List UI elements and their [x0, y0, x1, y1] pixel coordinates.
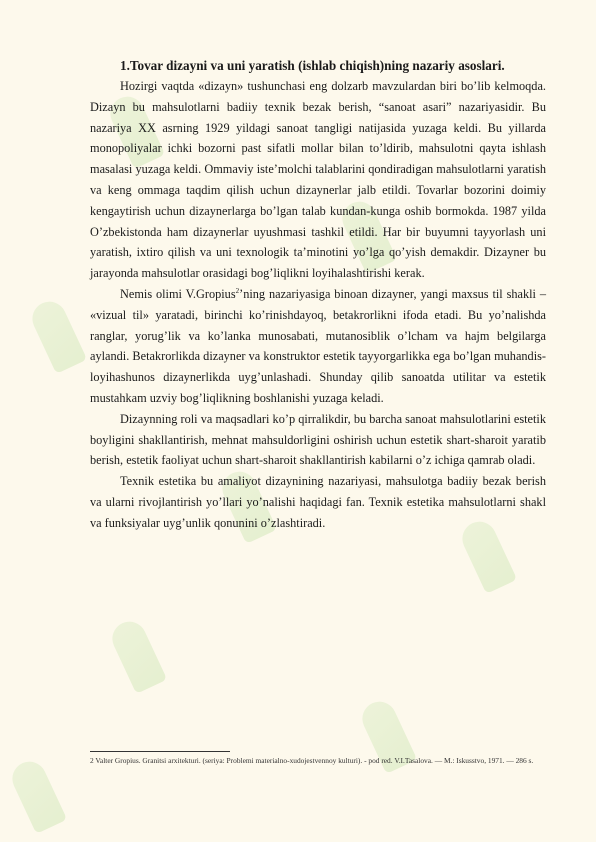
watermark-icon	[107, 616, 167, 694]
paragraph-1: Hozirgi vaqtda «dizayn» tushunchasi eng dolzarb mavzulardan biri bo’lib kelmoqda. Dizayn bu mahsulotlarni badiiy texnik bezak berish, “sanoat asari” nazariyasidir. Bu nazariya XX asrning 1929 yildagi sanoat tangligi natijasida yuzaga keldi. Bu yillarda monopoliyalar ichki bozorni past sifatli mollar bilan to’ldirib, mahsulotni qayta ishlash masalasi yuzaga keldi. Ommaviy iste’molchi talablarini qondiradigan mahsulotlarni yaratish va keng ommaga taqdim qilish uchun dizaynerlar jalb etildi. Tovarlar bozorini doimiy kengaytirish uchun dizaynerlarga bo’lgan talab kundan-kunga oshib bormokda. 1987 yilda O’zbekistonda ham dizaynerlar uyushmasi tashkil etildi. Har bir buyumni tayyorlash uni yaratish, ixtiro qilish va uni texnologik ta’minotini yo’lga qo’yish demakdir. Dizayner bu jarayonda mahsulotlar orasidagi bog’liqlikni loyihalashtirishi kerak.	[90, 79, 546, 281]
paragraph-2: Nemis olimi V.Gropius$^2$’ning nazariyasiga binoan dizayner, yangi maxsus til shakli – «vizual til» yaratadi, birinchi ko’rinishdayoq, betakrorlikni ifoda etadi. Bu yo’nalishda ranglar, yorug’lik va ko’lanka munosabati, mutanosiblik o’lcham va hajm belgilarga aylandi. Betakrorlikda dizayner va konstruktor estetik tayyorgarlikka ega bo’lgan muhandis-loyihashunos dizaynerlikda uyg’unlashadi. Shunday qilib sanoatda utilitar va estetik mustahkam uzviy bog’liqlikning boshlanishi yuzaga keladi.	[90, 286, 546, 405]
paragraph-3: Dizaynning roli va maqsadlari ko’p qirralikdir, bu barcha sanoat mahsulotlarini estetik boyligini shakllantirish, mehnat mahsuldorligini oshirish uchun estetik shart-sharoit yaratib berish, estetik faoliyat uchun shart-sharoit shakllantirish kabilarni o’z ichiga qamrab oladi.	[90, 411, 546, 468]
document-body	[90, 56, 546, 534]
footnote-mark: 2	[235, 286, 240, 295]
watermark-icon	[27, 296, 87, 374]
section-heading: 1.Tovar dizayni va uni yaratish (ishlab chiqish)ning nazariy asoslari.	[120, 58, 505, 73]
paragraph-4: Texnik estetika bu amaliyot dizaynining nazariyasi, mahsulotga badiiy bezak berish va ularni rivojlantirish yo’llari yo’nalishi haqidagi fan. Texnik estetika mahsulotlarni shakl va funksiyalar uyg’unlik qonunini o’zlashtiradi.	[90, 474, 546, 530]
footnote-separator	[90, 751, 230, 752]
footnote: 2 Valter Gropius. Granitsi arxitekturi. (seriya: Problemi materialno-xudojestvennoy kulturi). - pod red. V.I.Tasalova. — M.: Iskusstvo, 1971. — 286 s.	[90, 756, 534, 765]
watermark-icon	[7, 756, 67, 834]
